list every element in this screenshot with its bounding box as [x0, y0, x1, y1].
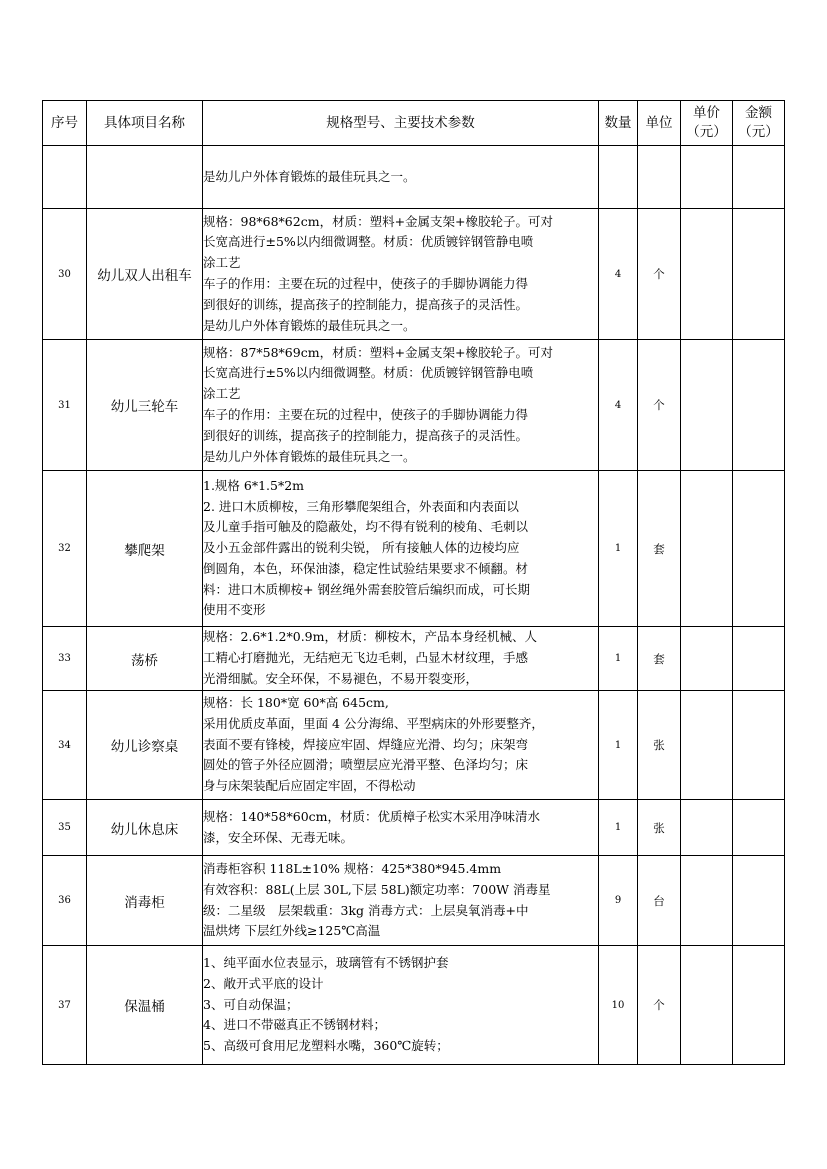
item-amount	[733, 340, 785, 471]
spec-line: 料：进口木质柳桉+ 钢丝绳外需套胶管后编织而成，可长期	[203, 581, 530, 597]
spec-line: 长宽高进行±5%以内细微调整。材质：优质镀锌钢管静电喷	[203, 234, 534, 250]
item-name: 荡桥	[87, 627, 203, 691]
item-quantity: 4	[599, 209, 638, 340]
spec-line: 身与床架装配后应固定牢固，不得松动	[203, 778, 416, 794]
header-name: 具体项目名称	[87, 101, 203, 146]
item-unit: 套	[638, 471, 681, 627]
item-amount	[733, 856, 785, 946]
item-unit: 张	[638, 691, 681, 800]
item-spec	[203, 146, 599, 209]
spec-line: 表面不要有锋棱，焊接应牢固、焊缝应光滑、均匀；床架弯	[203, 736, 529, 752]
table-row	[43, 691, 785, 800]
item-unit-price	[681, 471, 733, 627]
item-spec	[203, 946, 599, 1065]
header-price: 单价 （元）	[681, 101, 733, 146]
item-unit: 个	[638, 946, 681, 1065]
spec-line: 3、可自动保温；	[203, 996, 299, 1012]
spec-line: 到很好的训练，提高孩子的控制能力，提高孩子的灵活性。	[203, 296, 529, 312]
spec-line: 规格：98*68*62cm，材质：塑料+金属支架+橡胶轮子。可对	[203, 213, 554, 229]
item-unit-price	[681, 209, 733, 340]
spec-line: 2、敞开式平底的设计	[203, 975, 324, 991]
header-amount: 金额 （元）	[733, 101, 785, 146]
spec-line: 1.规格 6*1.5*2m	[203, 477, 305, 493]
item-name: 幼儿休息床	[87, 800, 203, 856]
item-spec	[203, 627, 599, 691]
spec-line: 采用优质皮革面，里面 4 公分海绵、平型病床的外形要整齐，	[203, 715, 544, 731]
header-qty: 数量	[599, 101, 638, 146]
spec-line: 到很好的训练，提高孩子的控制能力，提高孩子的灵活性。	[203, 427, 529, 443]
item-unit: 台	[638, 856, 681, 946]
item-name: 幼儿三轮车	[87, 340, 203, 471]
item-quantity: 10	[599, 946, 638, 1065]
row-number: 37	[43, 946, 87, 1065]
item-unit-price	[681, 946, 733, 1065]
table-row	[43, 627, 785, 691]
row-number: 35	[43, 800, 87, 856]
item-amount	[733, 691, 785, 800]
item-unit-price	[681, 856, 733, 946]
row-number: 31	[43, 340, 87, 471]
table-row	[43, 471, 785, 627]
row-number: 34	[43, 691, 87, 800]
spec-line: 是幼儿户外体育锻炼的最佳玩具之一。	[203, 168, 416, 184]
item-unit: 个	[638, 209, 681, 340]
item-unit-price	[681, 627, 733, 691]
spec-line: 是幼儿户外体育锻炼的最佳玩具之一。	[203, 317, 416, 333]
procurement-table	[42, 100, 785, 1065]
table-row	[43, 340, 785, 471]
item-unit-price	[681, 691, 733, 800]
item-quantity: 9	[599, 856, 638, 946]
spec-line: 是幼儿户外体育锻炼的最佳玩具之一。	[203, 448, 416, 464]
spec-line: 2. 进口木质柳桉，三角形攀爬架组合，外表面和内表面以	[203, 498, 519, 514]
header-no: 序号	[43, 101, 87, 146]
item-spec	[203, 691, 599, 800]
spec-line: 有效容积：88L(上层 30L,下层 58L)额定功率：700W 消毒星	[203, 881, 551, 897]
spec-line: 1、纯平面水位表显示，玻璃管有不锈钢护套	[203, 955, 449, 970]
item-unit-price	[681, 800, 733, 856]
spec-line: 及儿童手指可触及的隐蔽处，均不得有锐利的棱角、毛刺以	[203, 519, 529, 535]
item-name: 攀爬架	[87, 471, 203, 627]
table-row	[43, 856, 785, 946]
item-unit: 张	[638, 800, 681, 856]
row-number: 33	[43, 627, 87, 691]
spec-line: 温烘烤 下层红外线≥125℃高温	[203, 923, 381, 939]
spec-line: 倒圆角，本色，环保油漆，稳定性试验结果要求不倾翻。材	[203, 560, 529, 576]
item-amount	[733, 471, 785, 627]
header-unit: 单位	[638, 101, 681, 146]
row-number: 30	[43, 209, 87, 340]
item-name: 消毒柜	[87, 856, 203, 946]
item-spec	[203, 800, 599, 856]
row-number	[43, 146, 87, 209]
spec-line: 涂工艺	[203, 255, 241, 271]
spec-line: 圆处的管子外径应圆滑；喷塑层应光滑平整、色泽均匀；床	[203, 757, 529, 773]
table-row	[43, 146, 785, 209]
row-number: 32	[43, 471, 87, 627]
item-unit: 个	[638, 340, 681, 471]
item-unit-price	[681, 146, 733, 209]
spec-line: 光滑细腻。安全环保，不易褪色，不易开裂变形，	[203, 670, 479, 686]
item-spec	[203, 340, 599, 471]
item-unit	[638, 146, 681, 209]
item-amount	[733, 800, 785, 856]
item-name	[87, 146, 203, 209]
item-quantity: 1	[599, 627, 638, 691]
spec-line: 使用不变形	[203, 602, 266, 618]
row-number: 36	[43, 856, 87, 946]
spec-line: 及小五金部件露出的锐利尖锐， 所有接触人体的边棱均应	[203, 540, 520, 556]
table-row	[43, 946, 785, 1065]
spec-line: 车子的作用：主要在玩的过程中，使孩子的手脚协调能力得	[203, 407, 529, 422]
item-name: 保温桶	[87, 946, 203, 1065]
table-row	[43, 800, 785, 856]
spec-line: 规格：2.6*1.2*0.9m，材质：柳桉木，产品本身经机械、人	[203, 629, 537, 645]
item-name: 幼儿双人出租车	[87, 209, 203, 340]
spec-line: 车子的作用：主要在玩的过程中，使孩子的手脚协调能力得	[203, 276, 529, 291]
item-spec	[203, 471, 599, 627]
spec-line: 级：二星级 层架载重：3kg 消毒方式：上层臭氧消毒+中	[203, 902, 529, 918]
spec-line: 规格：长 180*宽 60*高 645cm,	[203, 695, 389, 710]
table-body	[43, 146, 785, 1065]
spec-line: 4、进口不带磁真正不锈钢材料；	[203, 1017, 386, 1033]
spec-line: 消毒柜容积 118L±10% 规格：425*380*945.4mm	[203, 860, 502, 876]
spec-line: 规格：87*58*69cm，材质：塑料+金属支架+橡胶轮子。可对	[203, 344, 554, 360]
spec-line: 规格：140*58*60cm，材质：优质樟子松实木采用净味清水	[203, 808, 541, 824]
item-amount	[733, 627, 785, 691]
item-spec	[203, 856, 599, 946]
spec-line: 漆，安全环保、无毒无味。	[203, 829, 354, 845]
item-unit-price	[681, 340, 733, 471]
item-name: 幼儿诊察桌	[87, 691, 203, 800]
header-spec: 规格型号、主要技术参数	[203, 101, 599, 146]
item-spec	[203, 209, 599, 340]
item-quantity: 1	[599, 471, 638, 627]
spec-line: 长宽高进行±5%以内细微调整。材质：优质镀锌钢管静电喷	[203, 365, 534, 381]
item-amount	[733, 209, 785, 340]
item-quantity: 1	[599, 800, 638, 856]
spec-line: 涂工艺	[203, 386, 241, 402]
item-quantity: 4	[599, 340, 638, 471]
spec-line: 5、高级可食用尼龙塑料水嘴，360℃旋转；	[203, 1038, 449, 1054]
spec-line: 工精心打磨抛光，无结疤无飞边毛刺，凸显木材纹理，手感	[203, 650, 529, 666]
table-row	[43, 209, 785, 340]
item-amount	[733, 946, 785, 1065]
item-quantity: 1	[599, 691, 638, 800]
item-amount	[733, 146, 785, 209]
header-row	[43, 101, 785, 146]
item-unit: 套	[638, 627, 681, 691]
item-quantity	[599, 146, 638, 209]
